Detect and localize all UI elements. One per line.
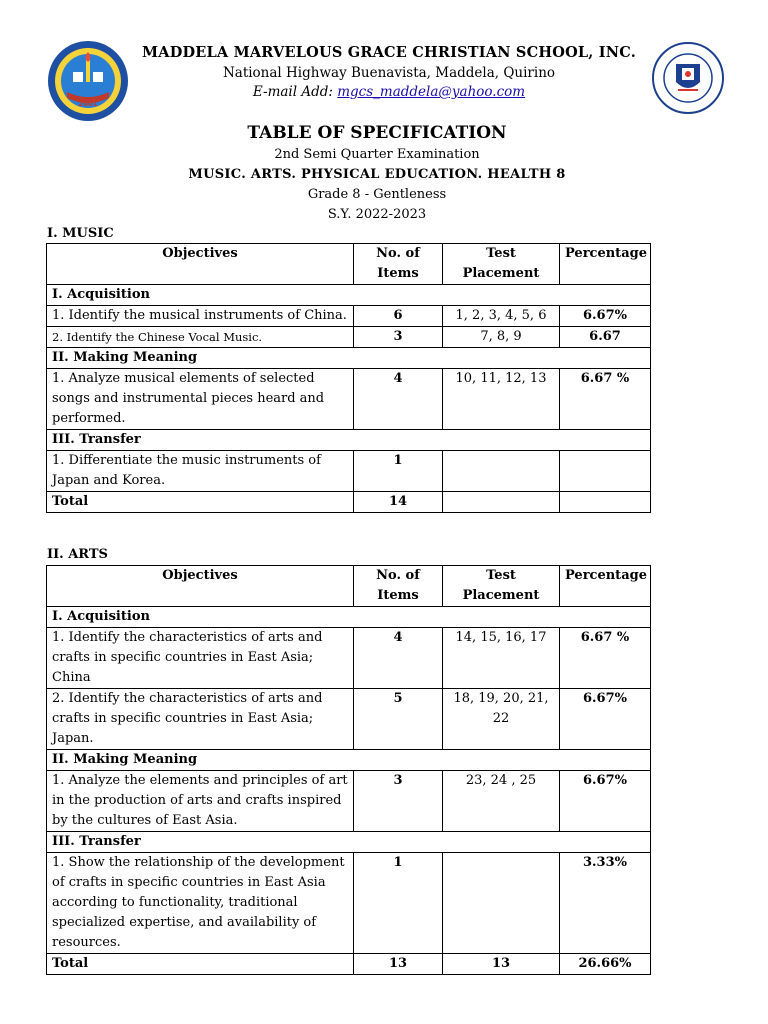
category-row [47, 348, 651, 369]
table-row [47, 853, 651, 954]
email-link[interactable]: mgcs_maddela@yahoo.com [337, 84, 526, 100]
total-label: Total [47, 954, 354, 975]
percentage-cell: 6.67% [560, 771, 651, 832]
items-cell: 4 [354, 628, 443, 689]
total-row [47, 954, 651, 975]
total-row [47, 492, 651, 513]
category-row [47, 285, 651, 306]
total-placement: 13 [443, 954, 560, 975]
percentage-cell: 3.33% [560, 853, 651, 954]
items-cell: 3 [354, 327, 443, 348]
school-email [5, 84, 768, 100]
objective-cell: 1. Analyze the elements and principles of art in the production of arts and crafts inspired by the cultures of East Asia. [47, 771, 354, 832]
items-cell: 5 [354, 689, 443, 750]
col-percentage: Percentage [560, 566, 651, 607]
table-row [47, 369, 651, 430]
category-label: II. Making Meaning [47, 348, 651, 369]
table-header-row [47, 566, 651, 607]
col-placement: Test Placement [443, 566, 560, 607]
total-percentage: 26.66% [560, 954, 651, 975]
objective-cell: 1. Show the relationship of the development of crafts in specific countries in East Asia according to functionality, traditional specialized expertise, and availability of resources. [47, 853, 354, 954]
col-items: No. of Items [354, 244, 443, 285]
objective-cell: 1. Identify the musical instruments of China. [47, 306, 354, 327]
table-row [47, 771, 651, 832]
school-year: S.Y. 2022-2023 [327, 207, 427, 222]
placement-cell [443, 853, 560, 954]
percentage-cell: 6.67 % [560, 369, 651, 430]
percentage-cell: 6.67 [560, 327, 651, 348]
placement-cell: 14, 15, 16, 17 [443, 628, 560, 689]
category-label: I. Acquisition [47, 285, 651, 306]
objective-cell: 1. Analyze musical elements of selected songs and instrumental pieces heard and performed. [47, 369, 354, 430]
arts-table [46, 565, 651, 975]
placement-cell [443, 451, 560, 492]
objective-cell: 2. Identify the characteristics of arts and crafts in specific countries in East Asia; Japan. [47, 689, 354, 750]
exam-name: 2nd Semi Quarter Examination [274, 147, 480, 162]
objective-cell: 1. Identify the characteristics of arts and crafts in specific countries in East Asia; China [47, 628, 354, 689]
category-row [47, 750, 651, 771]
category-row [47, 430, 651, 451]
category-label: III. Transfer [47, 430, 651, 451]
col-items: No. of Items [354, 566, 443, 607]
subject-name: MUSIC. ARTS. PHYSICAL EDUCATION. HEALTH 8 [188, 167, 566, 182]
placement-cell: 7, 8, 9 [443, 327, 560, 348]
items-cell: 3 [354, 771, 443, 832]
items-cell: 6 [354, 306, 443, 327]
placement-cell: 10, 11, 12, 13 [443, 369, 560, 430]
items-cell: 1 [354, 451, 443, 492]
arts-heading: II. ARTS [47, 547, 108, 562]
school-address: National Highway Buenavista, Maddela, Quirino [222, 65, 556, 81]
table-row [47, 451, 651, 492]
col-placement: Test Placement [443, 244, 560, 285]
percentage-cell: 6.67% [560, 306, 651, 327]
document-title: TABLE OF SPECIFICATION [247, 123, 507, 143]
percentage-cell [560, 451, 651, 492]
category-row [47, 832, 651, 853]
table-header-row [47, 244, 651, 285]
table-row [47, 327, 651, 348]
music-heading: I. MUSIC [47, 226, 114, 241]
items-cell: 4 [354, 369, 443, 430]
school-name: MADDELA MARVELOUS GRACE CHRISTIAN SCHOOL, INC. [142, 44, 636, 61]
placement-cell: 1, 2, 3, 4, 5, 6 [443, 306, 560, 327]
table-row [47, 306, 651, 327]
objective-cell: 1. Differentiate the music instruments of Japan and Korea. [47, 451, 354, 492]
music-table [46, 243, 651, 513]
total-items: 14 [354, 492, 443, 513]
total-percentage [560, 492, 651, 513]
category-label: II. Making Meaning [47, 750, 651, 771]
col-objectives: Objectives [47, 566, 354, 607]
col-objectives: Objectives [47, 244, 354, 285]
table-row [47, 689, 651, 750]
placement-cell: 18, 19, 20, 21, 22 [443, 689, 560, 750]
items-cell: 1 [354, 853, 443, 954]
total-placement [443, 492, 560, 513]
col-percentage: Percentage [560, 244, 651, 285]
objective-cell: 2. Identify the Chinese Vocal Music. [47, 327, 354, 348]
percentage-cell: 6.67 % [560, 628, 651, 689]
category-row [47, 607, 651, 628]
table-row [47, 628, 651, 689]
placement-cell: 23, 24 , 25 [443, 771, 560, 832]
category-label: I. Acquisition [47, 607, 651, 628]
percentage-cell: 6.67% [560, 689, 651, 750]
email-label: E-mail Add: [252, 84, 338, 100]
total-items: 13 [354, 954, 443, 975]
category-label: III. Transfer [47, 832, 651, 853]
grade-section: Grade 8 - Gentleness [307, 187, 447, 202]
svg-text:2001: 2001 [78, 100, 98, 108]
total-label: Total [47, 492, 354, 513]
